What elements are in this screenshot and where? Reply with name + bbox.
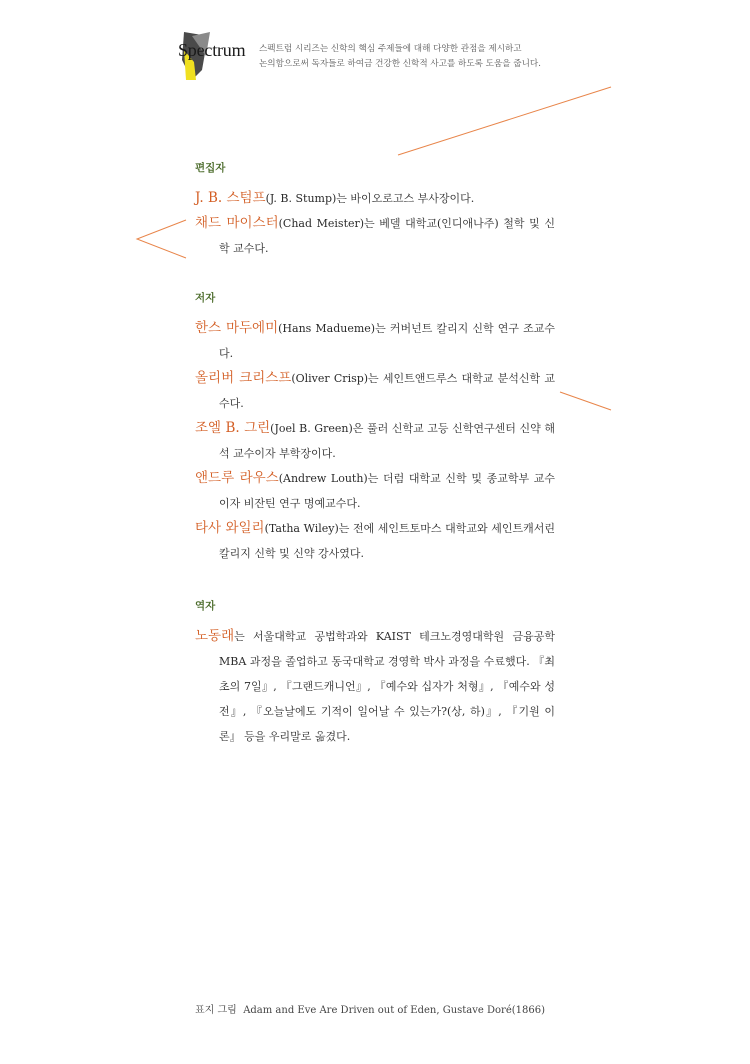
series-description-line: 스펙트럼 시리즈는 신학의 핵심 주제들에 대해 다양한 관점을 제시하고 <box>259 44 522 54</box>
contributor-name: 조엘 B. 그린 <box>195 420 271 436</box>
contributor-name: J. B. 스텀프 <box>195 190 266 206</box>
contributor-bio: (Hans Madueme)는 커버넌트 칼리지 신학 연구 조교수다. <box>219 322 555 360</box>
contributor-entry <box>195 624 555 749</box>
contributor-bio: (Chad Meister)는 베델 대학교(인디애나주) 철학 및 신학 교수다. <box>219 217 555 255</box>
logo-text: Spectrum <box>178 40 246 60</box>
cover-credit <box>195 1001 545 1016</box>
series-description-line: 논의함으로써 독자들로 하여금 건강한 신학적 사고를 하도록 도움을 줍니다. <box>259 59 541 69</box>
section-editors <box>195 160 555 261</box>
contributor-entry <box>195 186 555 211</box>
contributor-name: 타사 와일리 <box>195 520 265 536</box>
contributor-name: 한스 마두에미 <box>195 320 279 336</box>
contributor-bio: (Joel B. Green)은 풀러 신학교 고등 신학연구센터 신약 해석 교수이자 부학장이다. <box>219 422 555 460</box>
contributor-name: 앤드루 라우스 <box>195 470 279 486</box>
cover-credit-label: 표지 그림 <box>195 1005 237 1016</box>
contributor-entry <box>195 516 555 566</box>
contributors-content <box>195 160 555 749</box>
contributor-entry <box>195 416 555 466</box>
contributor-bio: (Tatha Wiley)는 전에 세인트토마스 대학교와 세인트캐서린 칼리지 신학 및 신약 강사였다. <box>219 522 555 560</box>
section-authors <box>195 290 555 566</box>
contributor-bio: (Andrew Louth)는 더럼 대학교 신학 및 종교학부 교수이자 비잔틴 연구 명예교수다. <box>219 472 556 510</box>
contributor-entry <box>195 366 555 416</box>
contributor-bio: (J. B. Stump)는 바이오로고스 부사장이다. <box>265 192 475 205</box>
contributor-name: 채드 마이스터 <box>195 215 279 231</box>
contributor-name: 노동래 <box>195 628 235 644</box>
cover-credit-text: Adam and Eve Are Driven out of Eden, Gustave Doré(1866) <box>243 1005 545 1016</box>
contributor-name: 올리버 크리스프 <box>195 370 292 386</box>
contributor-bio: (Oliver Crisp)는 세인트앤드루스 대학교 분석신학 교수다. <box>219 372 556 410</box>
contributor-entry <box>195 211 555 261</box>
contributor-entry <box>195 466 555 516</box>
section-title: 저자 <box>195 292 216 304</box>
contributor-entry <box>195 316 555 366</box>
section-title: 편집자 <box>195 162 226 174</box>
section-translator <box>195 598 555 749</box>
contributor-bio: 는 서울대학교 공법학과와 KAIST 테크노경영대학원 금융공학 MBA 과정을 졸업하고 동국대학교 경영학 박사 과정을 수료했다. 『최초의 7일』, 『그랜드캐니언』, 『예수와 십자가 처형』, 『예수와 성전』, 『오늘날에도 기적이 일어날 수 있는가?(상, 하)』, 『기원 이론』 등을 우리말로 옮겼다. <box>219 630 555 743</box>
section-title: 역자 <box>195 600 216 612</box>
series-description <box>259 42 559 72</box>
